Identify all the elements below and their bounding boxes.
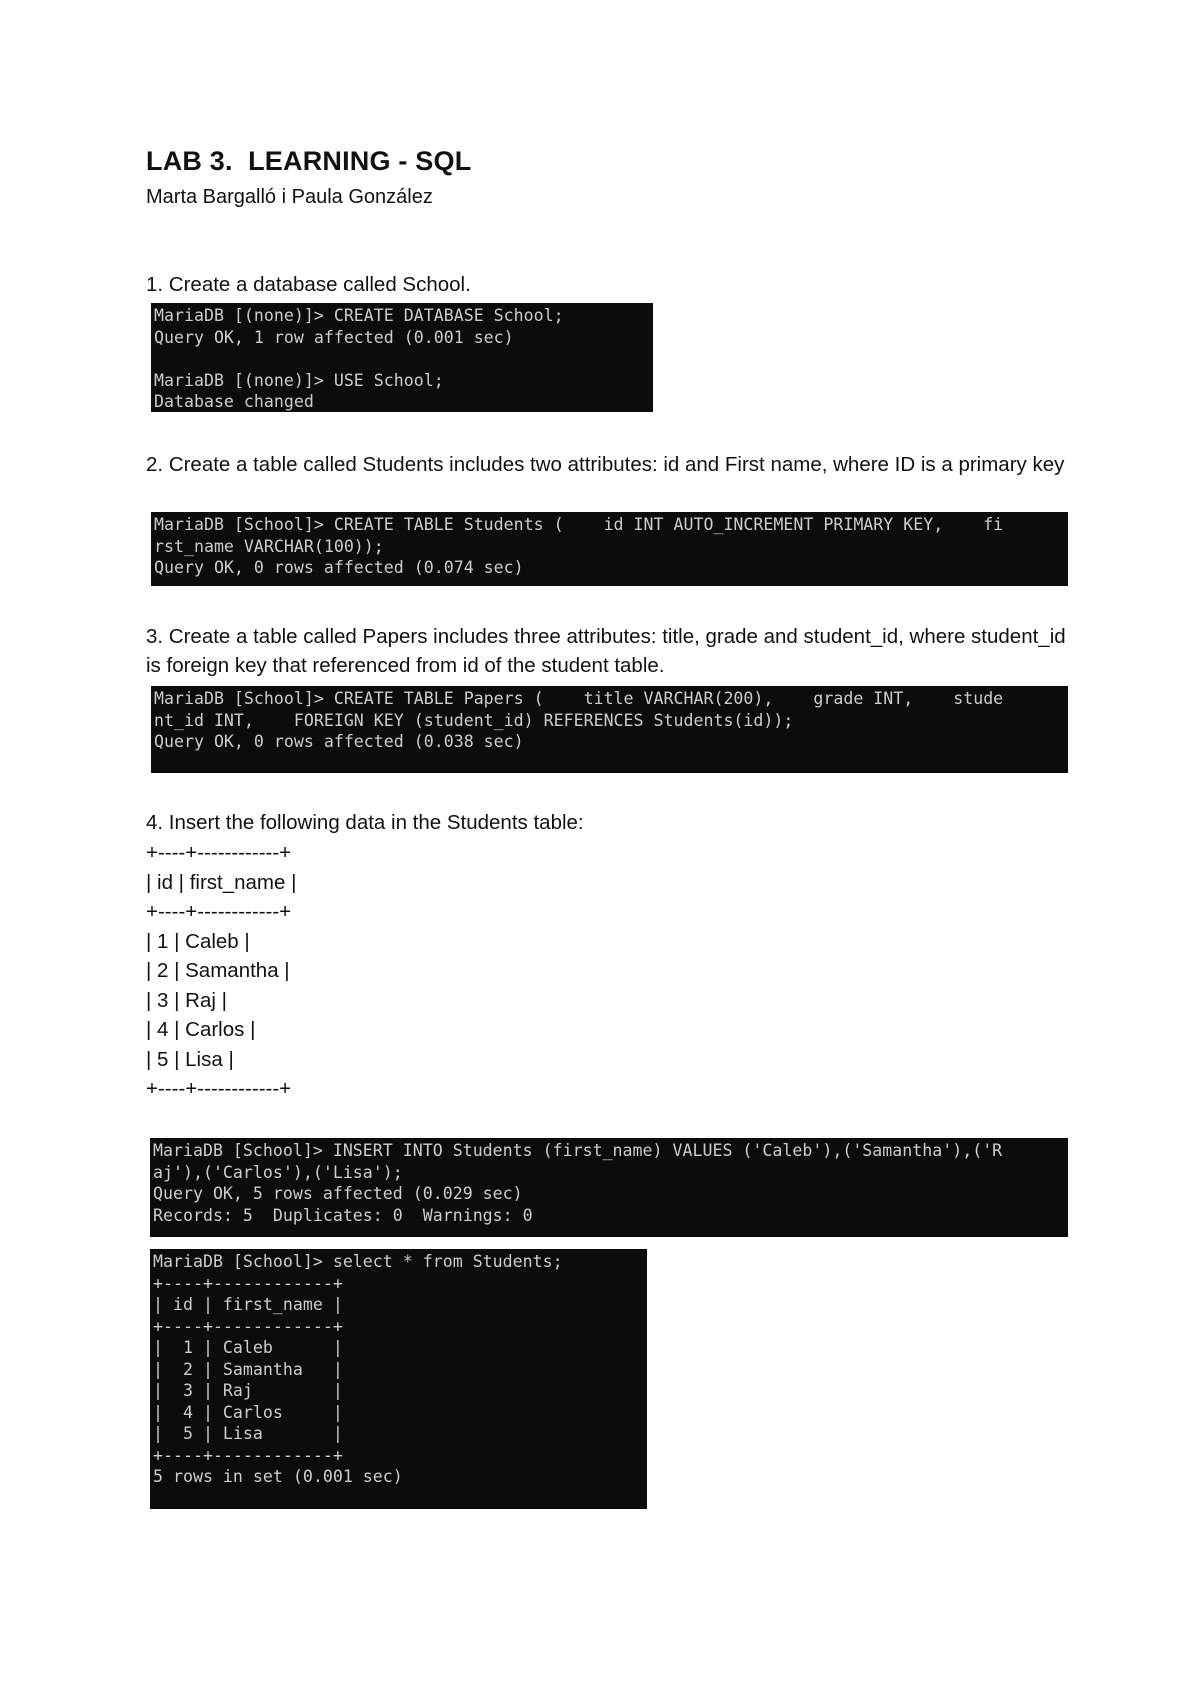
students-data-table-text <box>146 838 296 1104</box>
terminal-line: Query OK, 0 rows affected (0.038 sec) <box>154 732 524 751</box>
document-authors: Marta Bargalló i Paula González <box>146 186 433 208</box>
table-text-line: | id | first_name | <box>146 870 297 894</box>
table-text-line: +----+------------+ <box>146 900 292 923</box>
terminal-line: | 2 | Samantha | <box>153 1359 343 1379</box>
table-text-line: | 4 | Carlos | <box>146 1018 256 1041</box>
terminal-line: MariaDB [(none)]> CREATE DATABASE School; <box>154 306 564 325</box>
terminal-screenshot-create-papers <box>151 686 1068 773</box>
terminal-line: MariaDB [(none)]> USE School; <box>154 370 444 390</box>
terminal-screenshot-create-database <box>151 303 653 412</box>
terminal-line: +----+------------+ <box>153 1445 343 1465</box>
terminal-line: MariaDB [School]> CREATE TABLE Papers ( title VARCHAR(200), grade INT, stude <box>154 689 1004 708</box>
terminal-line: Query OK, 5 rows affected (0.029 sec) <box>153 1184 523 1203</box>
terminal-line: MariaDB [School]> INSERT INTO Students (first_name) VALUES ('Caleb'),('Samantha'),('R <box>153 1141 1003 1160</box>
table-text-line: | 2 | Samantha | <box>146 959 290 982</box>
question-1: 1. Create a database called School. <box>146 273 471 296</box>
terminal-line: | 4 | Carlos | <box>153 1402 343 1422</box>
terminal-line: | 5 | Lisa | <box>153 1424 343 1443</box>
terminal-line: Database changed <box>154 392 314 411</box>
table-text-line: | 1 | Caleb | <box>146 929 250 953</box>
terminal-screenshot-insert-students <box>150 1138 1068 1237</box>
table-text-line: +----+------------+ <box>146 1077 292 1100</box>
terminal-line: | 1 | Caleb | <box>153 1338 343 1357</box>
terminal-line: Records: 5 Duplicates: 0 Warnings: 0 <box>153 1205 533 1225</box>
question-2: 2. Create a table called Students includes two attributes: id and First name, where ID is a primary key <box>146 453 1065 476</box>
terminal-line: aj'),('Carlos'),('Lisa'); <box>153 1162 403 1182</box>
terminal-line: +----+------------+ <box>153 1316 343 1336</box>
document-title: LAB 3. LEARNING - SQL <box>146 146 472 176</box>
question-4: 4. Insert the following data in the Students table: <box>146 811 584 834</box>
question-3: 3. Create a table called Papers includes three attributes: title, grade and student_id, where student_id is foreign key that referenced from id of the student table. <box>146 625 1066 677</box>
table-text-line: +----+------------+ <box>146 841 292 864</box>
terminal-screenshot-create-students <box>151 512 1068 586</box>
table-text-line: | 5 | Lisa | <box>146 1047 234 1071</box>
terminal-line: nt_id INT, FOREIGN KEY (student_id) REFERENCES Students(id)); <box>154 710 794 730</box>
terminal-screenshot-select-students <box>150 1249 647 1509</box>
terminal-line: Query OK, 1 row affected (0.001 sec) <box>154 327 514 347</box>
terminal-line: MariaDB [School]> CREATE TABLE Students ( id INT AUTO_INCREMENT PRIMARY KEY, fi <box>154 515 1004 534</box>
terminal-line: 5 rows in set (0.001 sec) <box>153 1467 403 1486</box>
terminal-line: | 3 | Raj | <box>153 1381 343 1400</box>
table-text-line: | 3 | Raj | <box>146 988 227 1012</box>
terminal-line: | id | first_name | <box>153 1295 343 1314</box>
terminal-line: rst_name VARCHAR(100)); <box>154 536 384 556</box>
terminal-line: MariaDB [School]> select * from Students; <box>153 1252 563 1271</box>
terminal-line: Query OK, 0 rows affected (0.074 sec) <box>154 558 524 577</box>
terminal-line <box>154 348 650 370</box>
terminal-line: +----+------------+ <box>153 1273 343 1293</box>
